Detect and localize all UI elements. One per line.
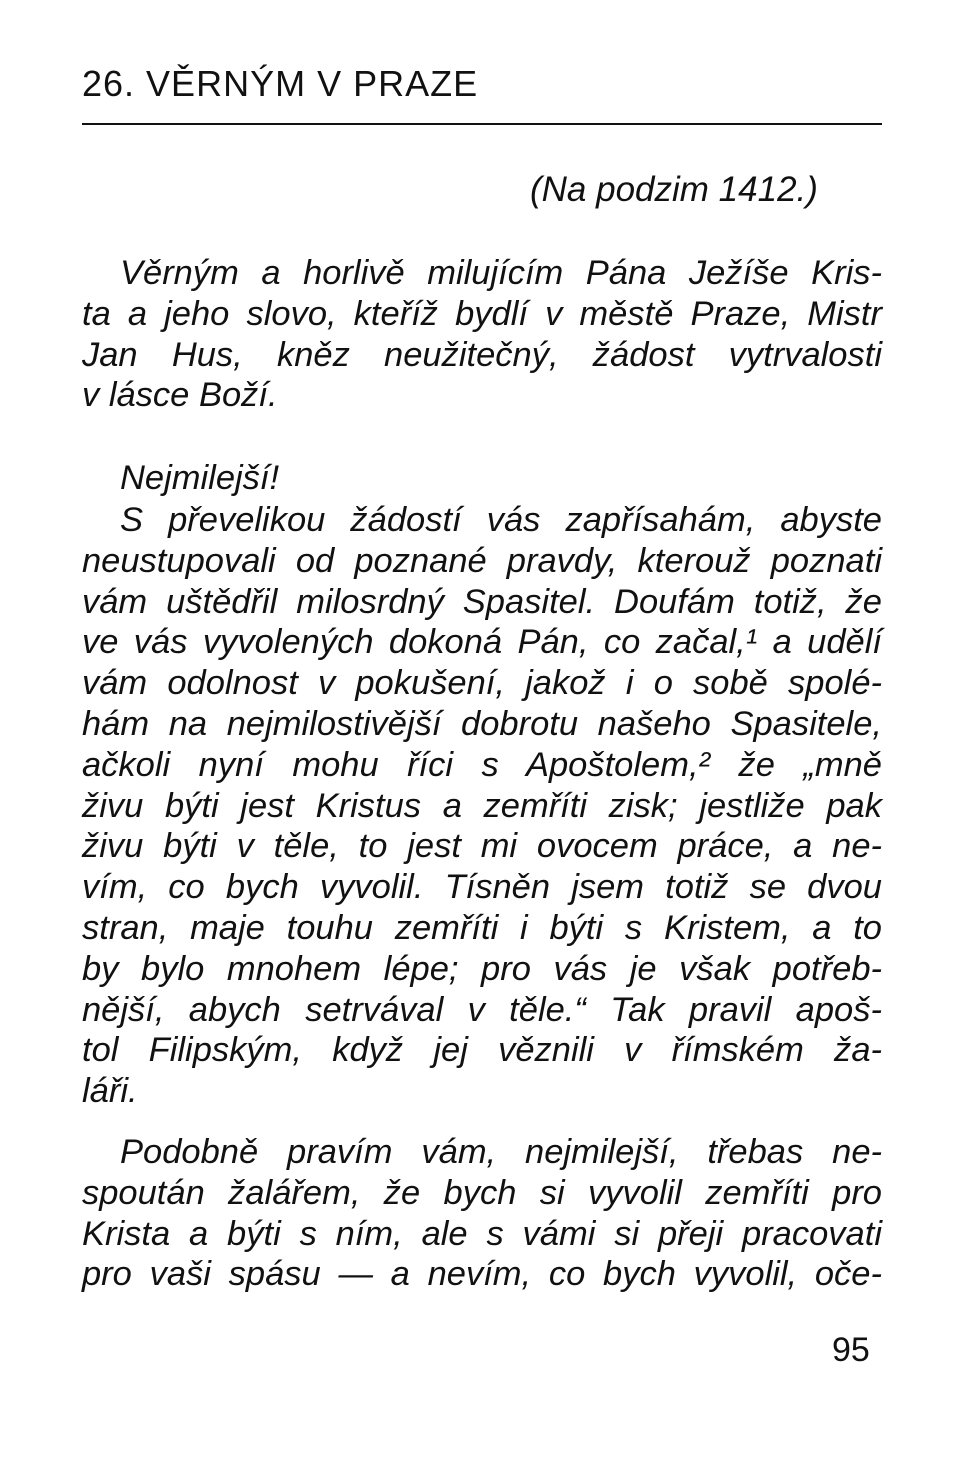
paragraph-line: Podobně pravím vám, nejmilejší, třebas ne- (120, 1133, 882, 1171)
paragraph-2 (82, 1132, 882, 1295)
paragraph-line: stran, maje touhu zemříti i býti s Kristem, a to (82, 908, 882, 947)
paragraph-line: živu býti jest Kristus a zemříti zisk; jestliže pak (82, 786, 882, 825)
paragraph-line: pro vaši spásu — a nevím, co bych vyvolil, oče- (82, 1255, 882, 1294)
paragraph-line: neustupovali od poznané pravdy, kterouž poznati (82, 541, 882, 580)
paragraph-line: nější, abych setrvával v těle.“ Tak pravil apoš- (82, 990, 882, 1029)
chapter-header: 26. VĚRNÝM V PRAZE (82, 63, 479, 104)
greeting-line: Jan Hus, kněz neužitečný, žádost vytrvalosti (82, 335, 882, 374)
greeting-line: ta a jeho slovo, kteříž bydlí v městě Praze, Mistr (82, 294, 882, 333)
paragraph-line: vám uštědřil milosrdný Spasitel. Doufám totiž, že (82, 582, 882, 621)
paragraph-line: živu býti v těle, to jest mi ovocem práce, a ne- (82, 827, 882, 866)
paragraph-line: hám na nejmilostivější dobrotu našeho Spasitele, (82, 704, 882, 743)
greeting-line: Věrným a horlivě milujícím Pána Ježíše Kris- (120, 254, 882, 292)
paragraph-line: tol Filipským, když jej věznili v římském ža- (82, 1031, 882, 1070)
paragraph-line: spoután žalářem, že bych si vyvolil zemříti pro (82, 1173, 882, 1212)
paragraph-line: ačkoli nyní mohu říci s Apoštolem,² že „mně (82, 745, 882, 784)
letter-salutation (82, 458, 882, 499)
greeting-line: v lásce Boží. (82, 376, 278, 415)
page-number: 95 (832, 1331, 870, 1369)
paragraph-line: vám odolnost v pokušení, jakož i o sobě spolé- (82, 664, 882, 703)
paragraph-line: vím, co bych vyvolil. Tísněn jsem totiž se dvou (82, 868, 882, 907)
salutation-line: Nejmilejší! (120, 459, 280, 497)
paragraph-line: by bylo mnohem lépe; pro vás je však potřeb- (82, 949, 882, 988)
paragraph-line: láři. (82, 1072, 138, 1111)
paragraph-line: Krista a býti s ním, ale s vámi si přeji pracovati (82, 1214, 882, 1253)
letter-date: (Na podzim 1412.) (530, 170, 818, 209)
paragraph-1 (82, 500, 882, 1112)
paragraph-line: ve vás vyvolených dokoná Pán, co začal,¹ a udělí (82, 623, 882, 662)
letter-greeting (82, 253, 882, 416)
paragraph-line: S převelikou žádostí vás zapřísahám, abyste (120, 501, 882, 539)
header-rule (82, 123, 882, 125)
